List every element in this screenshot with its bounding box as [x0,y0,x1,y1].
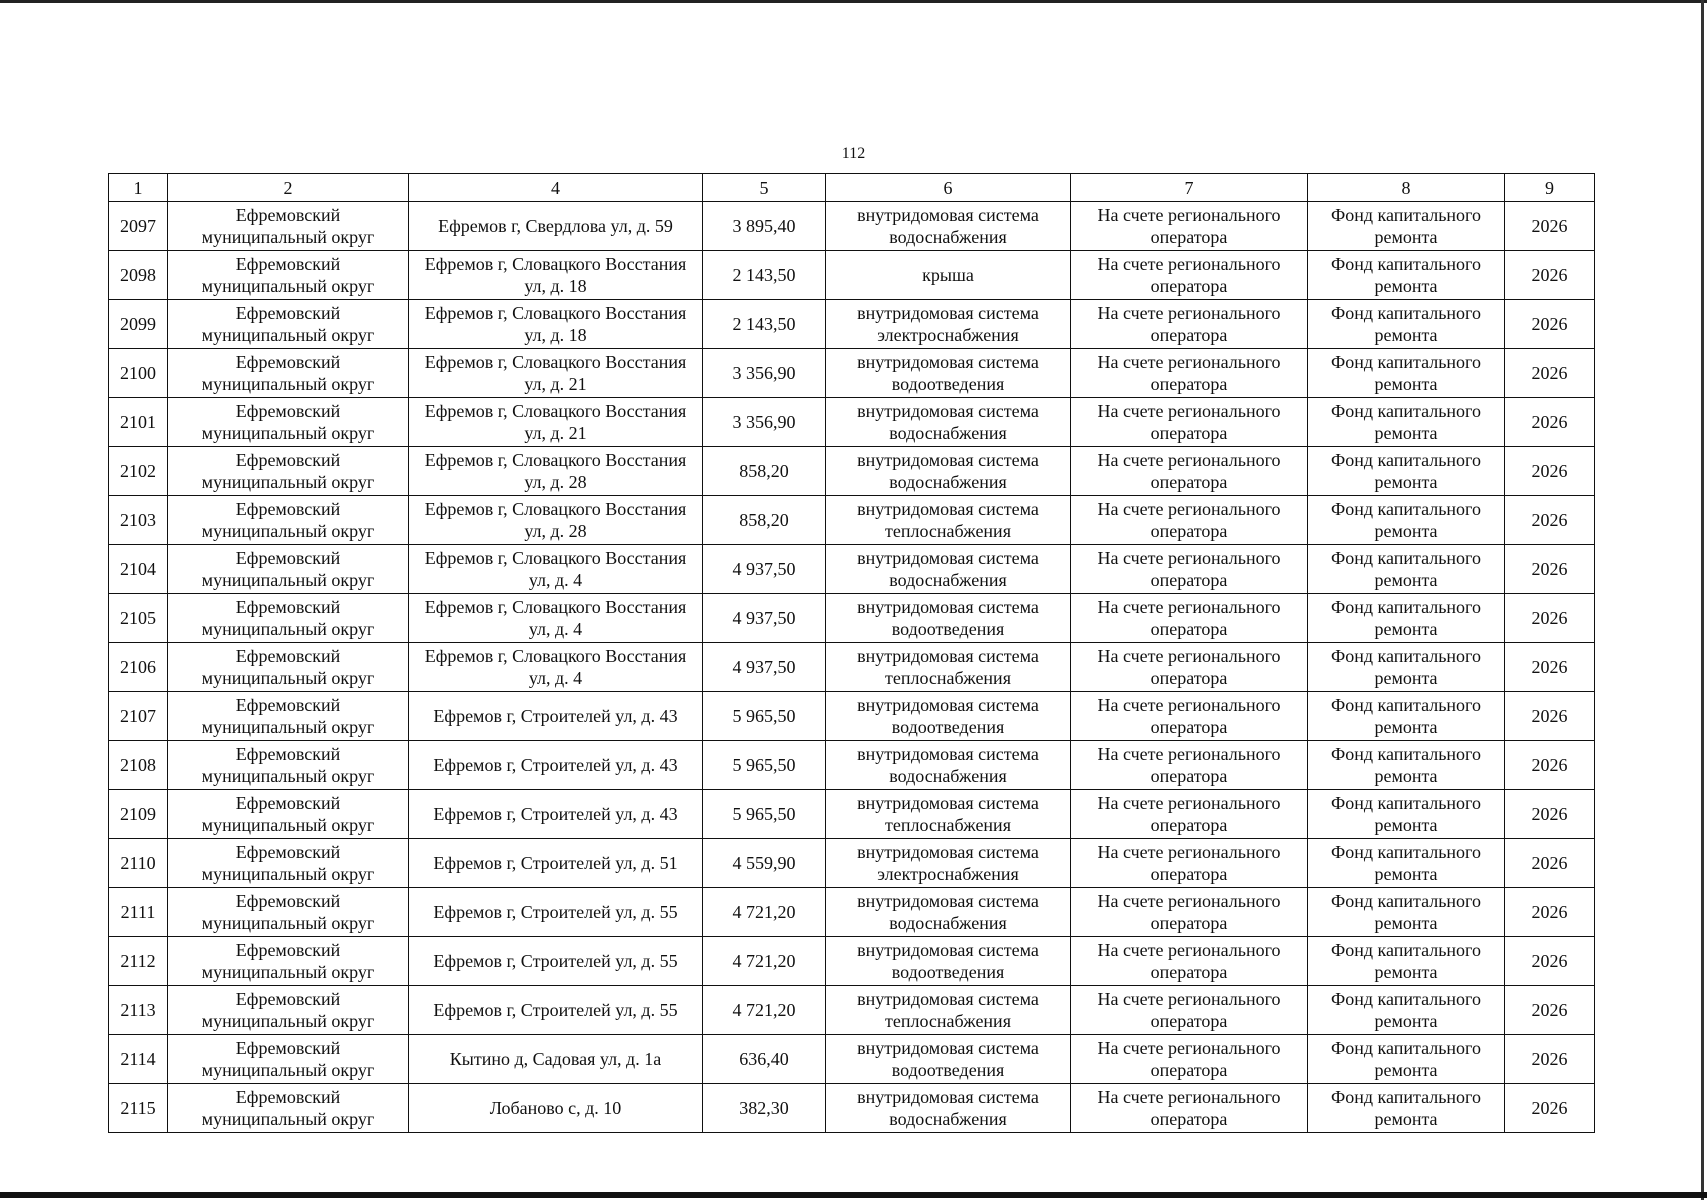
municipality-cell: Ефремовский муниципальный округ [168,349,409,398]
address-cell: Ефремов г, Словацкого Восстания ул, д. 4 [409,643,703,692]
table-row [109,839,1595,888]
table-row [109,545,1595,594]
account-cell: На счете регионального оператора [1071,496,1308,545]
work-type-cell: внутридомовая система водоснабжения [826,447,1071,496]
table-row [109,1035,1595,1084]
address-cell: Ефремов г, Строителей ул, д. 43 [409,692,703,741]
area-cell: 3 356,90 [703,398,826,447]
area-cell: 4 721,20 [703,937,826,986]
work-type-cell: внутридомовая система водоотведения [826,937,1071,986]
account-cell: На счете регионального оператора [1071,1035,1308,1084]
header-cell: 5 [703,174,826,202]
area-cell: 3 356,90 [703,349,826,398]
municipality-cell: Ефремовский муниципальный округ [168,447,409,496]
work-type-cell: внутридомовая система водоотведения [826,1035,1071,1084]
funding-source-cell: Фонд капитального ремонта [1308,692,1505,741]
table-row [109,447,1595,496]
funding-source-cell: Фонд капитального ремонта [1308,398,1505,447]
address-cell: Ефремов г, Словацкого Восстания ул, д. 21 [409,349,703,398]
funding-source-cell: Фонд капитального ремонта [1308,545,1505,594]
address-cell: Ефремов г, Словацкого Восстания ул, д. 4 [409,545,703,594]
year-cell: 2026 [1505,790,1595,839]
funding-source-cell: Фонд капитального ремонта [1308,447,1505,496]
municipality-cell: Ефремовский муниципальный округ [168,202,409,251]
address-cell: Лобаново с, д. 10 [409,1084,703,1133]
year-cell: 2026 [1505,349,1595,398]
funding-source-cell: Фонд капитального ремонта [1308,790,1505,839]
address-cell: Ефремов г, Строителей ул, д. 55 [409,937,703,986]
municipality-cell: Ефремовский муниципальный округ [168,937,409,986]
year-cell: 2026 [1505,1084,1595,1133]
header-cell: 1 [109,174,168,202]
year-cell: 2026 [1505,937,1595,986]
municipality-cell: Ефремовский муниципальный округ [168,643,409,692]
row-number-cell: 2097 [109,202,168,251]
funding-source-cell: Фонд капитального ремонта [1308,300,1505,349]
header-cell: 2 [168,174,409,202]
municipality-cell: Ефремовский муниципальный округ [168,888,409,937]
table-row [109,594,1595,643]
address-cell: Ефремов г, Словацкого Восстания ул, д. 28 [409,447,703,496]
work-type-cell: внутридомовая система водоснабжения [826,398,1071,447]
address-cell: Ефремов г, Словацкого Восстания ул, д. 28 [409,496,703,545]
area-cell: 4 937,50 [703,545,826,594]
header-cell: 6 [826,174,1071,202]
area-cell: 4 721,20 [703,888,826,937]
account-cell: На счете регионального оператора [1071,202,1308,251]
year-cell: 2026 [1505,839,1595,888]
table-row [109,300,1595,349]
work-type-cell: внутридомовая система водоснабжения [826,888,1071,937]
municipality-cell: Ефремовский муниципальный округ [168,1035,409,1084]
area-cell: 858,20 [703,496,826,545]
funding-source-cell: Фонд капитального ремонта [1308,496,1505,545]
year-cell: 2026 [1505,594,1595,643]
account-cell: На счете регионального оператора [1071,839,1308,888]
funding-source-cell: Фонд капитального ремонта [1308,888,1505,937]
municipality-cell: Ефремовский муниципальный округ [168,692,409,741]
work-type-cell: внутридомовая система водоотведения [826,692,1071,741]
year-cell: 2026 [1505,741,1595,790]
year-cell: 2026 [1505,643,1595,692]
funding-source-cell: Фонд капитального ремонта [1308,594,1505,643]
table-row [109,888,1595,937]
work-type-cell: внутридомовая система водоснабжения [826,1084,1071,1133]
table-row [109,202,1595,251]
address-cell: Ефремов г, Строителей ул, д. 55 [409,986,703,1035]
area-cell: 636,40 [703,1035,826,1084]
table-row [109,496,1595,545]
table-row [109,349,1595,398]
address-cell: Ефремов г, Словацкого Восстания ул, д. 21 [409,398,703,447]
municipality-cell: Ефремовский муниципальный округ [168,790,409,839]
table-row [109,937,1595,986]
funding-source-cell: Фонд капитального ремонта [1308,1035,1505,1084]
account-cell: На счете регионального оператора [1071,398,1308,447]
account-cell: На счете регионального оператора [1071,643,1308,692]
municipality-cell: Ефремовский муниципальный округ [168,594,409,643]
table-row [109,986,1595,1035]
right-border-line [1701,0,1704,1200]
row-number-cell: 2102 [109,447,168,496]
address-cell: Кытино д, Садовая ул, д. 1а [409,1035,703,1084]
header-row [109,174,1595,202]
area-cell: 2 143,50 [703,251,826,300]
address-cell: Ефремов г, Свердлова ул, д. 59 [409,202,703,251]
area-cell: 5 965,50 [703,692,826,741]
header-cell: 9 [1505,174,1595,202]
account-cell: На счете регионального оператора [1071,741,1308,790]
row-number-cell: 2107 [109,692,168,741]
funding-source-cell: Фонд капитального ремонта [1308,741,1505,790]
row-number-cell: 2099 [109,300,168,349]
account-cell: На счете регионального оператора [1071,1084,1308,1133]
page-number: 112 [841,145,866,162]
table-row [109,741,1595,790]
work-type-cell: внутридомовая система электроснабжения [826,839,1071,888]
municipality-cell: Ефремовский муниципальный округ [168,839,409,888]
municipality-cell: Ефремовский муниципальный округ [168,398,409,447]
account-cell: На счете регионального оператора [1071,888,1308,937]
work-type-cell: внутридомовая система теплоснабжения [826,496,1071,545]
year-cell: 2026 [1505,986,1595,1035]
header-cell: 4 [409,174,703,202]
row-number-cell: 2114 [109,1035,168,1084]
address-cell: Ефремов г, Строителей ул, д. 43 [409,790,703,839]
funding-source-cell: Фонд капитального ремонта [1308,986,1505,1035]
municipality-cell: Ефремовский муниципальный округ [168,741,409,790]
account-cell: На счете регионального оператора [1071,349,1308,398]
account-cell: На счете регионального оператора [1071,447,1308,496]
funding-source-cell: Фонд капитального ремонта [1308,251,1505,300]
row-number-cell: 2098 [109,251,168,300]
year-cell: 2026 [1505,1035,1595,1084]
area-cell: 2 143,50 [703,300,826,349]
account-cell: На счете регионального оператора [1071,937,1308,986]
row-number-cell: 2113 [109,986,168,1035]
table-row [109,790,1595,839]
year-cell: 2026 [1505,447,1595,496]
municipality-cell: Ефремовский муниципальный округ [168,496,409,545]
account-cell: На счете регионального оператора [1071,986,1308,1035]
funding-source-cell: Фонд капитального ремонта [1308,937,1505,986]
year-cell: 2026 [1505,692,1595,741]
area-cell: 4 937,50 [703,643,826,692]
account-cell: На счете регионального оператора [1071,790,1308,839]
address-cell: Ефремов г, Словацкого Восстания ул, д. 18 [409,300,703,349]
year-cell: 2026 [1505,251,1595,300]
work-type-cell: внутридомовая система водоотведения [826,349,1071,398]
municipality-cell: Ефремовский муниципальный округ [168,1084,409,1133]
area-cell: 3 895,40 [703,202,826,251]
municipality-cell: Ефремовский муниципальный округ [168,986,409,1035]
area-cell: 858,20 [703,447,826,496]
year-cell: 2026 [1505,496,1595,545]
account-cell: На счете регионального оператора [1071,251,1308,300]
work-type-cell: внутридомовая система теплоснабжения [826,643,1071,692]
table-row [109,398,1595,447]
work-type-cell: внутридомовая система водоснабжения [826,741,1071,790]
year-cell: 2026 [1505,300,1595,349]
funding-source-cell: Фонд капитального ремонта [1308,349,1505,398]
address-cell: Ефремов г, Строителей ул, д. 55 [409,888,703,937]
funding-source-cell: Фонд капитального ремонта [1308,1084,1505,1133]
area-cell: 5 965,50 [703,741,826,790]
account-cell: На счете регионального оператора [1071,300,1308,349]
year-cell: 2026 [1505,398,1595,447]
table-row [109,251,1595,300]
row-number-cell: 2108 [109,741,168,790]
funding-source-cell: Фонд капитального ремонта [1308,202,1505,251]
header-cell: 8 [1308,174,1505,202]
row-number-cell: 2103 [109,496,168,545]
work-type-cell: внутридомовая система теплоснабжения [826,986,1071,1035]
address-cell: Ефремов г, Словацкого Восстания ул, д. 4 [409,594,703,643]
row-number-cell: 2109 [109,790,168,839]
year-cell: 2026 [1505,545,1595,594]
row-number-cell: 2101 [109,398,168,447]
table-body [109,202,1595,1133]
table-row [109,692,1595,741]
funding-source-cell: Фонд капитального ремонта [1308,643,1505,692]
work-type-cell: внутридомовая система теплоснабжения [826,790,1071,839]
area-cell: 4 559,90 [703,839,826,888]
row-number-cell: 2112 [109,937,168,986]
work-type-cell: внутридомовая система водоотведения [826,594,1071,643]
work-type-cell: внутридомовая система водоснабжения [826,545,1071,594]
account-cell: На счете регионального оператора [1071,692,1308,741]
header-cell: 7 [1071,174,1308,202]
municipality-cell: Ефремовский муниципальный округ [168,545,409,594]
top-border-line [0,0,1707,3]
account-cell: На счете регионального оператора [1071,594,1308,643]
row-number-cell: 2100 [109,349,168,398]
work-type-cell: крыша [826,251,1071,300]
row-number-cell: 2111 [109,888,168,937]
year-cell: 2026 [1505,888,1595,937]
row-number-cell: 2115 [109,1084,168,1133]
bottom-border-line [0,1192,1707,1198]
row-number-cell: 2110 [109,839,168,888]
address-cell: Ефремов г, Словацкого Восстания ул, д. 18 [409,251,703,300]
area-cell: 382,30 [703,1084,826,1133]
account-cell: На счете регионального оператора [1071,545,1308,594]
row-number-cell: 2105 [109,594,168,643]
area-cell: 4 721,20 [703,986,826,1035]
address-cell: Ефремов г, Строителей ул, д. 51 [409,839,703,888]
municipality-cell: Ефремовский муниципальный округ [168,300,409,349]
table-row [109,643,1595,692]
work-type-cell: внутридомовая система электроснабжения [826,300,1071,349]
address-cell: Ефремов г, Строителей ул, д. 43 [409,741,703,790]
work-type-cell: внутридомовая система водоснабжения [826,202,1071,251]
repair-register-table [108,173,1595,1133]
row-number-cell: 2104 [109,545,168,594]
area-cell: 4 937,50 [703,594,826,643]
row-number-cell: 2106 [109,643,168,692]
year-cell: 2026 [1505,202,1595,251]
table-row [109,1084,1595,1133]
area-cell: 5 965,50 [703,790,826,839]
municipality-cell: Ефремовский муниципальный округ [168,251,409,300]
funding-source-cell: Фонд капитального ремонта [1308,839,1505,888]
